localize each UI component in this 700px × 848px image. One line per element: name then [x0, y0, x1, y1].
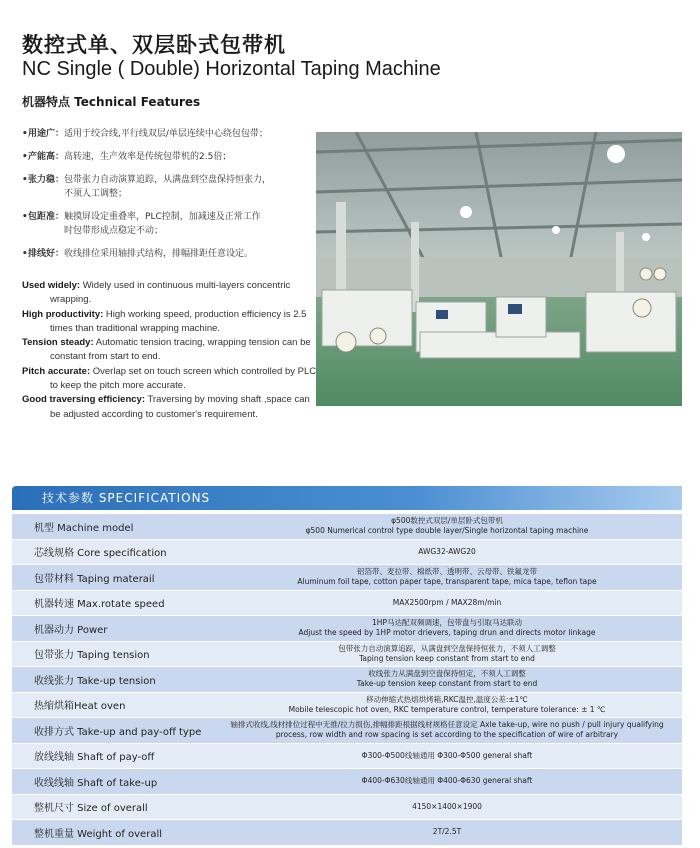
- table-row: [12, 718, 682, 744]
- features-heading: 机器特点 Technical Features: [22, 95, 201, 109]
- feature-en-text: Overlap set on touch screen which controlled by PLC to keep the pitch more accurate.: [50, 365, 317, 392]
- table-row: [12, 820, 682, 846]
- feature-en-item: [22, 336, 318, 365]
- spec-value: Φ300-Φ500线轴通用 Φ300-Φ500 general shaft: [212, 743, 682, 769]
- spec-value: 2T/2.5T: [212, 820, 682, 846]
- spec-key: 包带材料 Taping materail: [12, 565, 212, 591]
- table-row: [12, 692, 682, 718]
- feature-en-label: Used widely:: [22, 280, 81, 291]
- spec-key: 收线线轴 Shaft of take-up: [12, 769, 212, 795]
- feature-cn-label: 产能高：: [28, 152, 65, 162]
- specs-table: [12, 514, 682, 846]
- spec-key: 机型 Machine model: [12, 514, 212, 539]
- feature-cn-label: 用途广：: [28, 129, 65, 139]
- feature-en-item: [22, 308, 318, 337]
- feature-en-label: Pitch accurate:: [22, 365, 91, 377]
- table-row: [12, 590, 682, 616]
- bullet-icon: •: [22, 152, 28, 162]
- feature-en-label: High productivity:: [22, 308, 104, 320]
- spec-value: MAX2500rpm / MAX28m/min: [212, 590, 682, 616]
- table-row: [12, 794, 682, 820]
- feature-cn-item: [22, 150, 312, 164]
- spec-value: 铝箔带、麦拉带、棉纸带、透明带、云母带、铁氟龙带 Aluminum foil tape, cotton paper tape, transparent tape, mica tape, teflon tape: [212, 565, 682, 591]
- machine-photo: [316, 132, 682, 406]
- feature-cn-item: [22, 247, 312, 261]
- feature-cn-label: 包距准：: [28, 212, 65, 222]
- feature-en-label: Tension steady:: [22, 337, 94, 349]
- spec-key: 机器动力 Power: [12, 616, 212, 642]
- feature-cn-item: [22, 173, 312, 201]
- specs-heading: 技术参数 SPECIFICATIONS: [42, 491, 211, 505]
- spec-value: AWG32-AWG20: [212, 539, 682, 565]
- table-row: [12, 743, 682, 769]
- feature-en-item: [22, 393, 318, 422]
- table-row: [12, 616, 682, 642]
- spec-value: 包带张力自动演算追踪，从满盘到空盘保持恒张力，不须人工调整 Taping tension keep constant from start to end: [212, 641, 682, 667]
- feature-cn-text-cont: 不须人工调整；: [64, 189, 128, 199]
- spec-value: 收线张力从满盘到空盘保持恒定，不须人工调整 Take-up tension keep constant from start to end: [212, 667, 682, 693]
- page-title-en: NC Single ( Double) Horizontal Taping Machine: [22, 58, 441, 80]
- spec-value: 4150×1400×1900: [212, 794, 682, 820]
- feature-cn-text: 高转速，生产效率是传统包带机的2.5倍；: [64, 152, 232, 162]
- features-cn-list: [22, 127, 312, 270]
- spec-key: 放线线轴 Shaft of pay-off: [12, 743, 212, 769]
- spec-value: φ500数控式双层/单层卧式包带机 φ500 Numerical control type double layer/Single horizontal taping machine: [212, 514, 682, 539]
- bullet-icon: •: [22, 175, 28, 185]
- feature-en-item: [22, 365, 318, 394]
- bullet-icon: •: [22, 212, 28, 222]
- spec-value: Φ400-Φ630线轴通用 Φ400-Φ630 general shaft: [212, 769, 682, 795]
- feature-cn-item: [22, 210, 312, 238]
- table-row: [12, 539, 682, 565]
- feature-cn-label: 排线好：: [28, 249, 65, 259]
- spec-key: 包带张力 Taping tension: [12, 641, 212, 667]
- feature-cn-item: [22, 127, 312, 141]
- spec-key: 收线张力 Take-up tension: [12, 667, 212, 693]
- spec-key: 芯线规格 Core specification: [12, 539, 212, 565]
- feature-cn-text: 收线排位采用轴排式结构，排幅排距任意设定。: [64, 249, 254, 259]
- table-row: [12, 565, 682, 591]
- specs-header: [12, 486, 682, 510]
- feature-en-text: Widely used in continuous multi-layers concentric wrapping.: [50, 280, 291, 306]
- spec-key: 机器转速 Max.rotate speed: [12, 590, 212, 616]
- spec-key: 热缩烘箱Heat oven: [12, 692, 212, 718]
- feature-cn-text: 触摸屏设定重叠率，PLC控制，加减速及正常工作: [64, 212, 261, 222]
- spec-key: 整机重量 Weight of overall: [12, 820, 212, 846]
- feature-cn-label: 张力稳：: [28, 175, 65, 185]
- feature-en-text: Traversing by moving shaft ,space can be adjusted according to customer's requirement.: [50, 394, 310, 420]
- feature-en-label: Good traversing efficiency:: [22, 394, 146, 406]
- table-row: [12, 641, 682, 667]
- bullet-icon: •: [22, 249, 28, 259]
- table-row: [12, 514, 682, 539]
- feature-en-text: Automatic tension tracing, wrapping tension can be constant from start to end.: [50, 337, 311, 363]
- feature-en-text: High working speed, production efficiency is 2.5 times than traditional wrapping machine.: [50, 308, 307, 334]
- bullet-icon: •: [22, 129, 28, 139]
- feature-en-item: [22, 279, 318, 308]
- feature-cn-text: 适用于绞合线,平行线双层/单层连续中心绕包包带；: [64, 129, 268, 139]
- spec-key: 整机尺寸 Size of overall: [12, 794, 212, 820]
- spec-value: 轴排式收线,线材排位过程中无推/拉力损伤,排幅排距根据线材规格任意设定 Axle take-up, wire no push / pull injury qualifying process, row width and row spacing is set according to the specification of wire of arbitrary: [212, 718, 682, 744]
- feature-cn-text-cont: 时包带形成点稳定不动；: [64, 226, 164, 236]
- feature-cn-text: 包带张力自动演算追踪，从满盘到空盘保持恒张力，: [64, 175, 272, 185]
- table-row: [12, 769, 682, 795]
- spec-value: 移动伸缩式热熔烘烤箱,RKC温控,温度公差:±1℃ Mobile telescopic hot oven, RKC temperature control, temperature tolerance: ± 1 ℃: [212, 692, 682, 718]
- table-row: [12, 667, 682, 693]
- features-en-list: [22, 279, 318, 422]
- spec-key: 收排方式 Take-up and pay-off type: [12, 718, 212, 744]
- page-title-cn: 数控式单、双层卧式包带机: [22, 33, 286, 57]
- spec-value: 1HP马达配双频调速，包带盘与引取马达联动 Adjust the speed by 1HP motor drievers, taping drun and directs motor linkage: [212, 616, 682, 642]
